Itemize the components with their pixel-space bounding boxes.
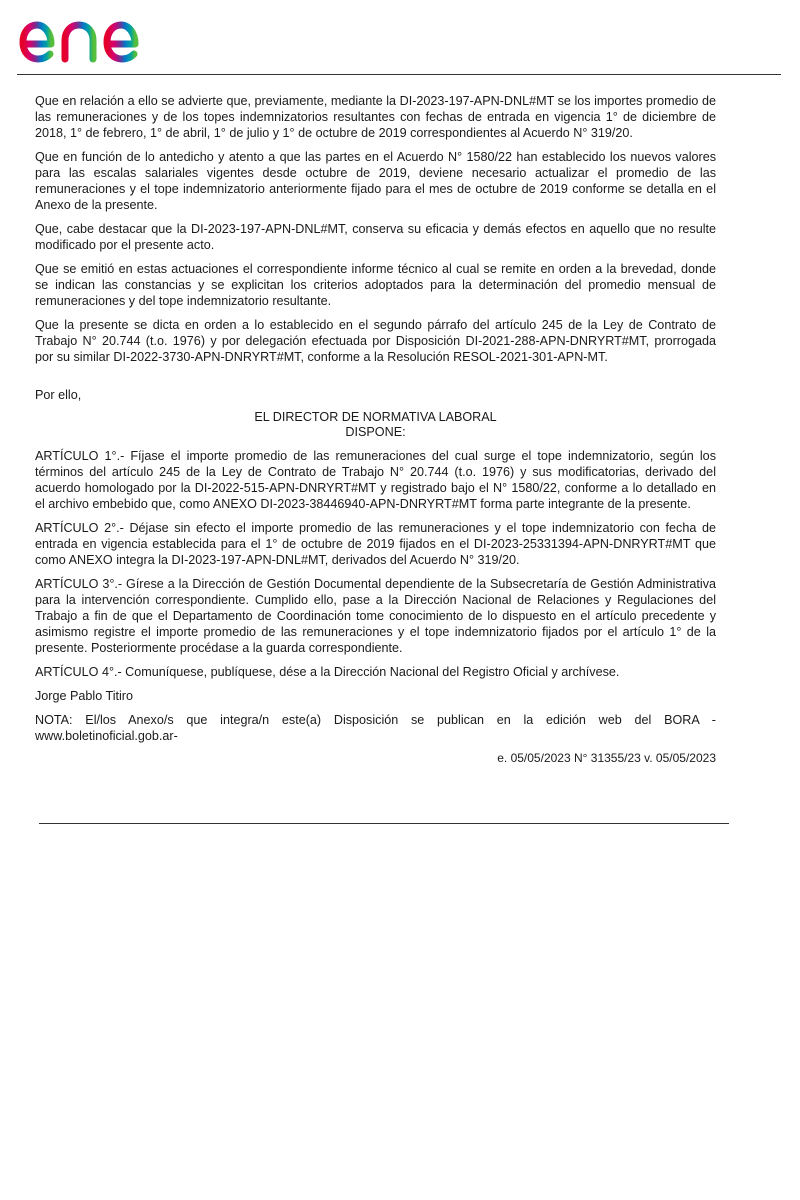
considerando-paragraph-1: Que en relación a ello se advierte que, previamente, mediante la DI-2023-197-APN-DNL#MT se los importes promedio de las remuneraciones y de los topes indemnizatorios resultantes con fechas de entrada en vigencia 1° de diciembre de 2018, 1° de febrero, 1° de abril, 1° de julio y 1° de octubre de 2019 correspondientes al Acuerdo N° 319/20. — [35, 94, 716, 140]
article-1: ARTÍCULO 1°.- Fíjase el importe promedio de las remuneraciones del cual surge el tope indemnizatorio, según los términos del artículo 245 de la Ley de Contrato de Trabajo N° 20.744 (t.o. 1976) y sus modificatorias, derivado del acuerdo homologado por la DI-2022-515-APN-DNRYRT#MT y registrado bajo el N° 1580/22, conforme a lo detallado en el archivo embebido que, como ANEXO DI-2023-38446940-APN-DNRYRT#MT forma parte integrante de la presente. — [35, 449, 716, 511]
por-ello-text: Por ello, — [35, 388, 82, 402]
considerando-paragraph-5: Que la presente se dicta en orden a lo establecido en el segundo párrafo del artículo 245 de la Ley de Contrato de Trabajo N° 20.744 (t.o. 1976) y por delegación efectuada por Disposición DI-2021-288-APN-DNRYRT#MT, prorrogada por su similar DI-2022-3730-APN-DNRYRT#MT, conforme a la Resolución RESOL-2021-301-APN-MT. — [35, 318, 716, 364]
disposition-heading — [35, 410, 716, 440]
article-3: ARTÍCULO 3°.- Gírese a la Dirección de Gestión Documental dependiente de la Subsecretaría de Gestión Administrativa para la intervención correspondiente. Cumplido ello, pase a la Dirección Nacional de Relaciones y Regulaciones del Trabajo a fin de que el Departamento de Coordinación tome conocimiento de lo dispuesto en el artículo precedente y asimismo registre el importe promedio de las remuneraciones y el tope indemnizatorio fijados por el artículo 1° de la presente. Posteriormente procédase a la guarda correspondiente. — [35, 577, 716, 655]
considerando-paragraph-3: Que, cabe destacar que la DI-2023-197-APN-DNL#MT, conserva su eficacia y demás efectos en aquello que no resulte modificado por el presente acto. — [35, 222, 716, 252]
director-title: EL DIRECTOR DE NORMATIVA LABORAL — [254, 410, 497, 424]
considerando-paragraph-2: Que en función de lo antedicho y atento a que las partes en el Acuerdo N° 1580/22 han establecido los nuevos valores para las escalas salariales vigentes desde octubre de 2019, deviene necesario actualizar el promedio de las remuneraciones y el tope indemnizatorio anteriormente fijado para el mes de octubre de 2019 conforme se detalla en el Anexo de la presente. — [35, 150, 716, 212]
signatory-name: Jorge Pablo Titiro — [35, 689, 134, 703]
enel-logo — [17, 6, 182, 66]
publication-reference: e. 05/05/2023 N° 31355/23 v. 05/05/2023 — [497, 751, 716, 765]
header-divider — [17, 74, 781, 75]
document-body — [35, 93, 716, 766]
article-4: ARTÍCULO 4°.- Comuníquese, publíquese, dése a la Dirección Nacional del Registro Oficial y archívese. — [35, 665, 620, 679]
annex-note: NOTA: El/los Anexo/s que integra/n este(a) Disposición se publican en la edición web del BORA -www.boletinoficial.gob.ar- — [35, 713, 716, 743]
dispone-label: DISPONE: — [345, 425, 406, 439]
considerando-paragraph-4: Que se emitió en estas actuaciones el correspondiente informe técnico al cual se remite en orden a la brevedad, donde se indican las constancias y se explicitan los criterios adoptados para la determinación del promedio mensual de remuneraciones y del tope indemnizatorio resultante. — [35, 262, 716, 308]
article-2: ARTÍCULO 2°.- Déjase sin efecto el importe promedio de las remuneraciones y el tope indemnizatorio con fecha de entrada en vigencia establecida para el 1° de octubre de 2019 fijados en el DI-2023-25331394-APN-DNRYRT#MT que como ANEXO integra la DI-2023-197-APN-DNL#MT, derivados del Acuerdo N° 319/20. — [35, 521, 716, 567]
footer-divider — [39, 823, 729, 824]
